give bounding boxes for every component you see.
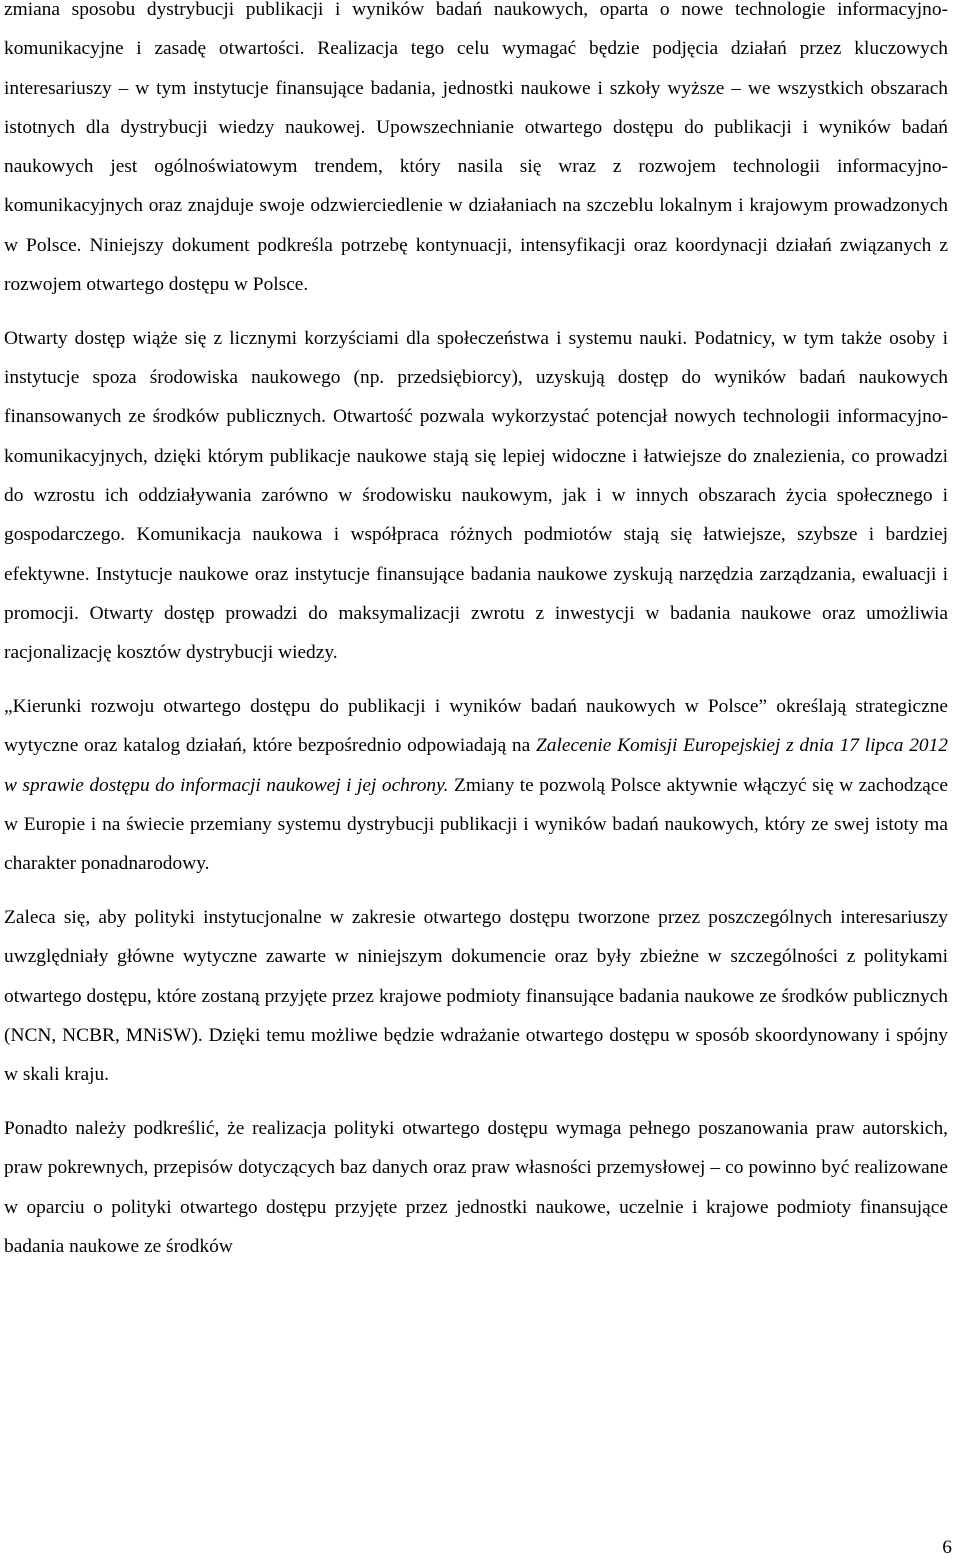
paragraph-open-access-goal: zmiana sposobu dystrybucji publikacji i wyników badań naukowych, oparta o nowe technologie informacyjno-komunikacyjne i zasadę otwartości. Realizacja tego celu wymagać będzie podjęcia działań przez kluczowych interesariuszy – w tym instytucje finansujące badania, jednostki naukowe i szkoły wyższe – we wszystkich obszarach istotnych dla dystrybucji wiedzy naukowej. Upowszechnianie otwartego dostępu do publikacji i wyników badań naukowych jest ogólnoświatowym trendem, który nasila się wraz z rozwojem technologii informacyjno-komunikacyjnych oraz znajduje swoje odzwierciedlenie w działaniach na szczeblu lokalnym i krajowym prowadzonych w Polsce. Niniejszy dokument podkreśla potrzebę kontynuacji, intensyfikacji oraz koordynacji działań związanych z rozwojem otwartego dostępu w Polsce. [4, 0, 948, 296]
commission-recommendation-title: Zalecenie Komisji Europejskiej z dnia 17 lipca 2012 w sprawie dostępu do informacji naukowej i jej ochrony. [4, 735, 948, 796]
paragraph-directions-document [4, 687, 948, 883]
paragraph-open-access-benefits: Otwarty dostęp wiąże się z licznymi korzyściami dla społeczeństwa i systemu nauki. Podatnicy, w tym także osoby i instytucje spoza środowiska naukowego (np. przedsiębiorcy), uzyskują dostęp do wyników badań naukowych finansowanych ze środków publicznych. Otwartość pozwala wykorzystać potencjał nowych technologii informacyjno-komunikacyjnych, dzięki którym publikacje naukowe stają się lepiej widoczne i łatwiejsze do znalezienia, co prowadzi do wzrostu ich oddziaływania zarówno w środowisku naukowym, jak i w innych obszarach życia społecznego i gospodarczego. Komunikacja naukowa i współpraca różnych podmiotów stają się łatwiejsze, szybsze i bardziej efektywne. Instytucje naukowe oraz instytucje finansujące badania naukowe zyskują narzędzia zarządzania, ewaluacji i promocji. Otwarty dostęp prowadzi do maksymalizacji zwrotu z inwestycji w badania naukowe oraz umożliwia racjonalizację kosztów dystrybucji wiedzy. [4, 327, 948, 664]
directions-text-after: Zmiany te pozwolą Polsce aktywnie włączyć się w zachodzące w Europie i na świecie przemiany systemu dystrybucji publikacji i wyników badań naukowych, który ze swej istoty ma charakter ponadnarodowy. [4, 774, 949, 875]
directions-text-before: „Kierunki rozwoju otwartego dostępu do publikacji i wyników badań naukowych w Polsce” określają strategiczne wytyczne oraz katalog działań, które bezpośrednio odpowiadają na [4, 696, 948, 757]
paragraph-copyright-respect: Ponadto należy podkreślić, że realizacja polityki otwartego dostępu wymaga pełnego poszanowania praw autorskich, praw pokrewnych, przepisów dotyczących baz danych oraz praw własności przemysłowej – co powinno być realizowane w oparciu o polityki otwartego dostępu przyjęte przez jednostki naukowe, uczelnie i krajowe podmioty finansujące badania naukowe ze środków [4, 1118, 948, 1257]
document-page [4, 0, 948, 1266]
paragraph-institutional-policies: Zaleca się, aby polityki instytucjonalne w zakresie otwartego dostępu tworzone przez poszczególnych interesariuszy uwzględniały główne wytyczne zawarte w niniejszym dokumencie oraz były zbieżne w szczególności z politykami otwartego dostępu, które zostaną przyjęte przez krajowe podmioty finansujące badania naukowe ze środków publicznych (NCN, NCBR, MNiSW). Dzięki temu możliwe będzie wdrażanie otwartego dostępu w sposób skoordynowany i spójny w skali kraju. [4, 907, 948, 1086]
page-number: 6 [942, 1537, 952, 1558]
